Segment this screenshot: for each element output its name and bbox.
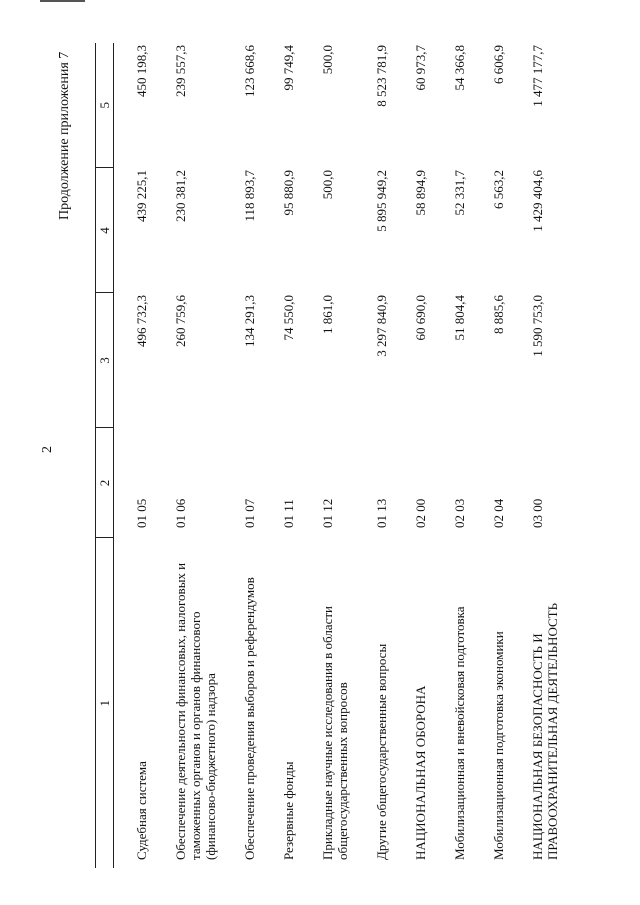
- row-code: 03 00: [530, 498, 545, 528]
- table-row: [471, 43, 510, 868]
- table-body: [114, 43, 565, 868]
- row-value-col4: 500,0: [320, 170, 335, 200]
- row-value-col5: 1 477 177,7: [530, 45, 545, 107]
- row-code: 01 05: [134, 498, 149, 528]
- row-value-col5: 6 606,9: [491, 45, 506, 84]
- row-name: Обеспечение проведения выборов и референдумов: [242, 577, 257, 860]
- row-value-col3: 8 885,6: [491, 295, 506, 334]
- row-code: 02 04: [491, 498, 506, 528]
- header-col-1: 1: [96, 538, 114, 868]
- header-col-2: 2: [96, 428, 114, 538]
- row-value-col4: 230 381,2: [173, 170, 188, 222]
- continuation-label: Продолжение приложения 7: [57, 51, 72, 220]
- row-value-col4: 52 331,7: [452, 170, 467, 216]
- header-row: [96, 43, 114, 868]
- row-value-col5: 54 366,8: [452, 45, 467, 91]
- table-header: [96, 43, 114, 868]
- row-value-col3: 1 590 753,0: [530, 295, 545, 357]
- table-row: [114, 43, 154, 868]
- row-value-col3: 3 297 840,9: [374, 295, 389, 357]
- row-code: 01 11: [281, 499, 296, 528]
- row-name: НАЦИОНАЛЬНАЯ БЕЗОПАСНОСТЬ И ПРАВООХРАНИТЕЛЬНАЯ ДЕЯТЕЛЬНОСТЬ: [530, 602, 560, 860]
- row-value-col5: 8 523 781,9: [374, 45, 389, 107]
- row-value-col3: 260 759,6: [173, 295, 188, 347]
- table-row: [300, 43, 354, 868]
- row-value-col4: 95 880,9: [281, 170, 296, 216]
- row-value-col3: 60 690,0: [413, 295, 428, 341]
- table-row: [153, 43, 222, 868]
- row-value-col5: 60 973,7: [413, 45, 428, 91]
- row-value-col3: 51 804,4: [452, 295, 467, 341]
- row-value-col4: 1 429 404,6: [530, 170, 545, 232]
- row-value-col4: 118 893,7: [242, 170, 257, 222]
- row-value-col4: 5 895 949,2: [374, 170, 389, 232]
- row-code: 01 12: [320, 498, 335, 528]
- table-row: [354, 43, 393, 868]
- budget-table: [95, 43, 564, 868]
- row-value-col4: 6 563,2: [491, 170, 506, 209]
- row-code: 01 06: [173, 498, 188, 528]
- row-code: 01 07: [242, 498, 257, 528]
- table-row: [261, 43, 300, 868]
- row-value-col3: 496 732,3: [134, 295, 149, 347]
- header-col-3: 3: [96, 293, 114, 428]
- table-row: [222, 43, 261, 868]
- row-value-col4: 58 894,9: [413, 170, 428, 216]
- table-row: [510, 43, 564, 868]
- row-name: Мобилизационная подготовка экономики: [491, 631, 506, 860]
- row-name: Другие общегосударственные вопросы: [374, 643, 389, 860]
- row-value-col4: 439 225,1: [134, 170, 149, 222]
- row-value-col5: 239 557,3: [173, 45, 188, 97]
- row-name: НАЦИОНАЛЬНАЯ ОБОРОНА: [413, 685, 428, 860]
- page-number: 2: [40, 446, 55, 453]
- row-value-col5: 450 198,3: [134, 45, 149, 97]
- row-value-col3: 74 550,0: [281, 295, 296, 341]
- header-col-5: 5: [96, 43, 114, 168]
- row-value-col5: 99 749,4: [281, 45, 296, 91]
- row-code: 02 00: [413, 498, 428, 528]
- row-name: Обеспечение деятельности финансовых, налоговых и таможенных органов и органов финансового (финансово-бюджетного) надзора: [173, 562, 218, 860]
- header-col-4: 4: [96, 168, 114, 293]
- row-name: Прикладные научные исследования в области общегосударственных вопросов: [320, 606, 350, 860]
- row-value-col5: 123 668,6: [242, 45, 257, 97]
- row-code: 01 13: [374, 498, 389, 528]
- table-row: [393, 43, 432, 868]
- row-name: Судебная система: [134, 761, 149, 860]
- row-code: 02 03: [452, 498, 467, 528]
- row-value-col5: 500,0: [320, 45, 335, 75]
- row-name: Резервные фонды: [281, 761, 296, 860]
- table-row: [432, 43, 471, 868]
- row-name: Мобилизационная и вневойсковая подготовка: [452, 606, 467, 860]
- row-value-col3: 134 291,3: [242, 295, 257, 347]
- row-value-col3: 1 861,0: [320, 295, 335, 334]
